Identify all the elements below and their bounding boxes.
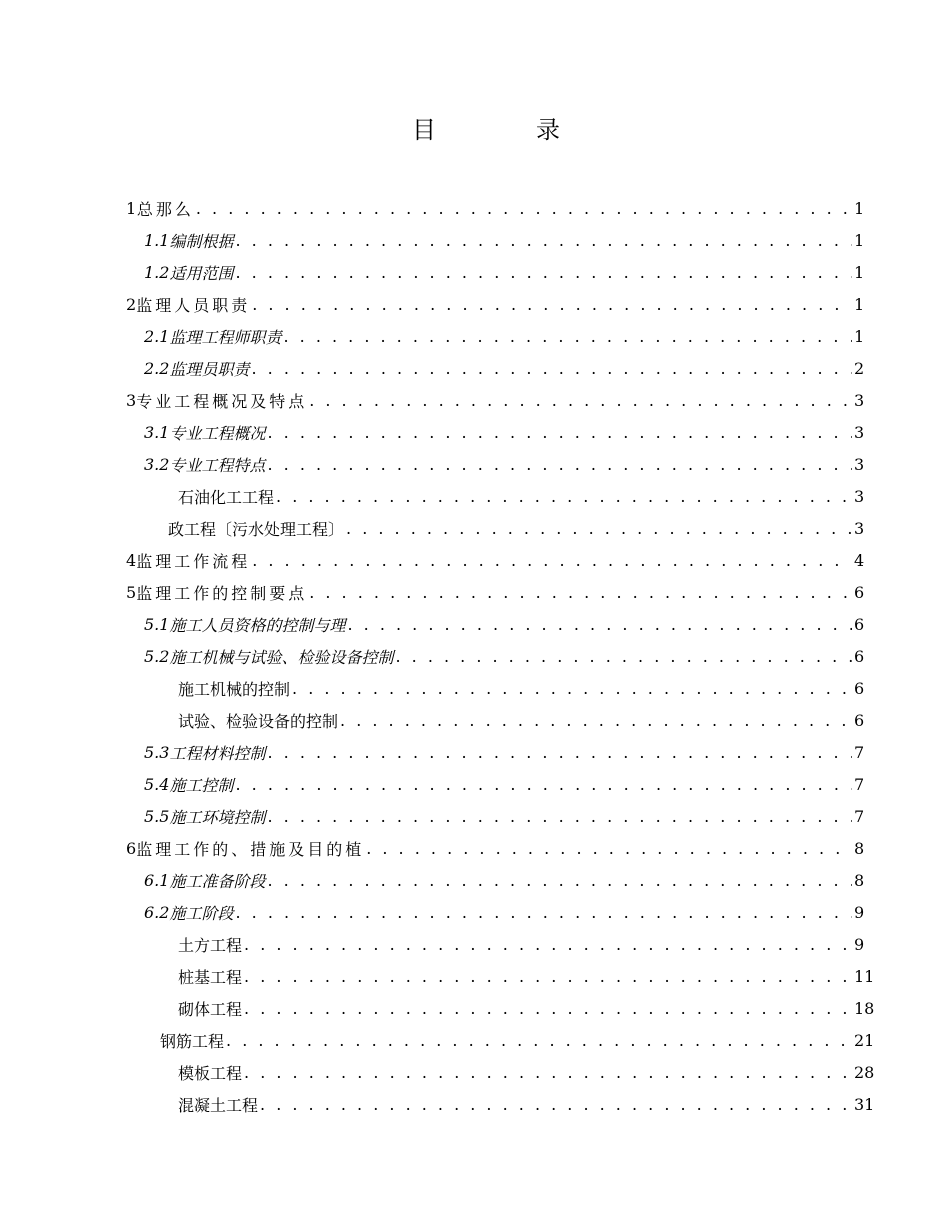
toc-entry[interactable]	[126, 192, 865, 224]
toc-entry[interactable]	[126, 288, 865, 320]
toc-entry-label: 监理工作流程	[136, 551, 251, 571]
toc-entry[interactable]	[144, 768, 865, 800]
toc-entry[interactable]	[144, 896, 865, 928]
toc-entry-page: 1	[854, 294, 865, 314]
toc-entry[interactable]	[126, 576, 865, 608]
toc-entry-number: 3.2	[144, 454, 170, 474]
toc-entry-label: 试验、检验设备的控制	[178, 711, 339, 731]
toc-entry-page: 3	[854, 518, 865, 538]
title-char-1: 目	[412, 116, 440, 144]
toc-entry-page: 4	[854, 550, 865, 570]
toc-entry[interactable]	[168, 512, 865, 544]
toc-entry-page: 3	[854, 454, 865, 474]
toc-entry-label: 政工程〔污水处理工程〕	[168, 519, 345, 539]
toc-entry-label: 适用范围	[169, 263, 234, 283]
toc-leader-dots	[347, 615, 852, 634]
toc-entry[interactable]	[144, 224, 865, 256]
toc-entry[interactable]	[144, 608, 865, 640]
toc-entry-label: 施工准备阶段	[169, 871, 266, 891]
toc-entry-label: 模板工程	[178, 1063, 243, 1083]
toc-entry-number: 5.5	[144, 806, 170, 826]
toc-leader-dots	[235, 231, 852, 250]
toc-leader-dots	[244, 935, 852, 954]
toc-leader-dots	[244, 967, 852, 986]
toc-entry-label: 土方工程	[178, 935, 243, 955]
toc-entry-number: 1.1	[144, 230, 170, 250]
toc-entry-page: 11	[854, 966, 875, 986]
toc-leader-dots	[267, 807, 852, 826]
toc-leader-dots	[260, 1095, 852, 1114]
toc-entry-number: 6	[126, 838, 137, 858]
toc-entry[interactable]	[126, 544, 865, 576]
toc-entry-label: 工程材料控制	[169, 743, 266, 763]
toc-entry-page: 7	[854, 806, 865, 826]
toc-entry-label: 监理人员职责	[136, 295, 251, 315]
toc-entry-page: 3	[854, 486, 865, 506]
toc-entry-page: 1	[854, 198, 865, 218]
toc-entry-page: 7	[854, 742, 865, 762]
toc-entry[interactable]	[160, 1024, 875, 1056]
toc-leader-dots	[196, 199, 852, 218]
toc-leader-dots	[366, 839, 852, 858]
toc-entry-number: 5	[126, 582, 137, 602]
toc-entry-number: 2.2	[144, 358, 170, 378]
toc-leader-dots	[395, 647, 852, 666]
toc-entry-number: 5.1	[144, 614, 170, 634]
toc-entry-label: 砌体工程	[178, 999, 243, 1019]
toc-leader-dots	[235, 903, 852, 922]
toc-entry-number: 6.1	[144, 870, 170, 890]
toc-entry[interactable]	[178, 928, 865, 960]
toc-leader-dots	[226, 1031, 852, 1050]
toc-entry[interactable]	[144, 736, 865, 768]
toc-entry-label: 石油化工工程	[178, 487, 275, 507]
toc-entry[interactable]	[178, 1088, 875, 1120]
toc-entry-label: 施工机械与试验、检验设备控制	[169, 647, 394, 667]
toc-leader-dots	[267, 871, 852, 890]
toc-entry-page: 7	[854, 774, 865, 794]
toc-entry-label: 施工环境控制	[169, 807, 266, 827]
toc-entry-page: 6	[854, 678, 865, 698]
toc-entry-page: 8	[854, 838, 865, 858]
toc-leader-dots	[235, 263, 852, 282]
toc-entry-label: 专业工程概况及特点	[136, 391, 308, 411]
toc-entry-number: 4	[126, 550, 137, 570]
toc-leader-dots	[267, 455, 852, 474]
title-char-2: 录	[536, 116, 564, 144]
toc-entry-page: 9	[854, 934, 865, 954]
toc-entry-label: 编制根据	[169, 231, 234, 251]
toc-entry-page: 3	[854, 422, 865, 442]
toc-entry[interactable]	[144, 416, 865, 448]
toc-entry[interactable]	[178, 960, 875, 992]
toc-leader-dots	[309, 583, 852, 602]
toc-leader-dots	[251, 359, 852, 378]
toc-entry-page: 6	[854, 614, 865, 634]
toc-entry-label: 施工人员资格的控制与理	[169, 615, 346, 635]
toc-entry-label: 专业工程特点	[169, 455, 266, 475]
toc-entry-page: 21	[854, 1030, 875, 1050]
toc-entry[interactable]	[178, 480, 865, 512]
toc-entry-page: 8	[854, 870, 865, 890]
toc-entry-label: 钢筋工程	[160, 1031, 225, 1051]
toc-leader-dots	[252, 295, 852, 314]
toc-entry[interactable]	[144, 320, 865, 352]
toc-entry-number: 2	[126, 294, 137, 314]
toc-entry[interactable]	[144, 352, 865, 384]
toc-entry-page: 6	[854, 646, 865, 666]
toc-entry-number: 5.3	[144, 742, 170, 762]
toc-leader-dots	[235, 775, 852, 794]
toc-entry[interactable]	[144, 640, 865, 672]
toc-entry-label: 总那么	[136, 199, 194, 219]
toc-entry-number: 1.2	[144, 262, 170, 282]
toc-leader-dots	[276, 487, 852, 506]
toc-entry-page: 6	[854, 582, 865, 602]
toc-leader-dots	[244, 999, 852, 1018]
toc-leader-dots	[283, 327, 852, 346]
toc-entry-page: 31	[854, 1094, 875, 1114]
toc-leader-dots	[244, 1063, 852, 1082]
toc-entry[interactable]	[126, 832, 865, 864]
toc-leader-dots	[309, 391, 852, 410]
toc-entry-label: 桩基工程	[178, 967, 243, 987]
toc-entry-label: 监理工程师职责	[169, 327, 282, 347]
toc-leader-dots	[267, 743, 852, 762]
toc-entry-number: 5.4	[144, 774, 170, 794]
toc-entry-label: 监理工作的、措施及目的植	[136, 839, 365, 859]
toc-leader-dots	[267, 423, 852, 442]
toc-entry-number: 6.2	[144, 902, 170, 922]
toc-entry-number: 5.2	[144, 646, 170, 666]
toc-leader-dots	[340, 711, 852, 730]
toc-entry[interactable]	[144, 256, 865, 288]
toc-entry-number: 3	[126, 390, 137, 410]
toc-entry[interactable]	[178, 672, 865, 704]
toc-entry-page: 2	[854, 358, 865, 378]
toc-entry-page: 3	[854, 390, 865, 410]
toc-entry-page: 1	[854, 326, 865, 346]
toc-entry-label: 混凝土工程	[178, 1095, 259, 1115]
toc-entry-label: 施工机械的控制	[178, 679, 291, 699]
toc-entry-page: 1	[854, 262, 865, 282]
toc-entry-number: 1	[126, 198, 137, 218]
toc-entry-page: 9	[854, 902, 865, 922]
toc-entry[interactable]	[126, 384, 865, 416]
toc-entry[interactable]	[178, 704, 865, 736]
toc-entry-label: 监理工作的控制要点	[136, 583, 308, 603]
toc-leader-dots	[252, 551, 852, 570]
toc-entry-page: 1	[854, 230, 865, 250]
toc-entry[interactable]	[144, 864, 865, 896]
toc-entry[interactable]	[178, 992, 875, 1024]
toc-entry[interactable]	[144, 448, 865, 480]
toc-entry-page: 6	[854, 710, 865, 730]
toc-entry-label: 专业工程概况	[169, 423, 266, 443]
toc-entry-page: 18	[854, 998, 875, 1018]
toc-entry-number: 2.1	[144, 326, 170, 346]
toc-entry[interactable]	[178, 1056, 875, 1088]
toc-leader-dots	[346, 519, 852, 538]
toc-entry-label: 施工控制	[169, 775, 234, 795]
toc-entry[interactable]	[144, 800, 865, 832]
toc-entry-label: 监理员职责	[169, 359, 250, 379]
toc-entry-label: 施工阶段	[169, 903, 234, 923]
toc-entry-page: 28	[854, 1062, 875, 1082]
toc-entry-number: 3.1	[144, 422, 170, 442]
toc-leader-dots	[292, 679, 852, 698]
